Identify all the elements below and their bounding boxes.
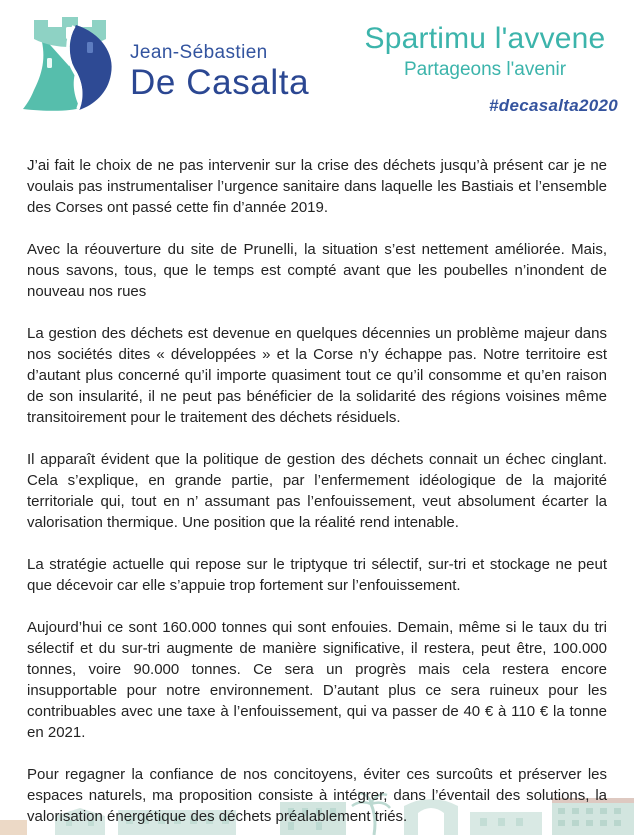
paragraph-3: La gestion des déchets est devenue en quelques décennies un problème majeur dans nos sociétés dites « développées » et la Corse n’y échappe pas. Notre territoire est d’autant plus concerné qu’il importe quasiment tout ce qu’il consomme et qu’en raison de son insularité, il ne peut pas bénéficier de la solidarité des régions voisines même transitoirement pour le traitement des déchets résiduels. [27,325,607,426]
paragraph-5: La stratégie actuelle qui repose sur le triptyque tri sélectif, sur-tri et stockage ne peut que décevoir car elle s’appuie trop fortement sur l’enfouissement. [27,556,607,594]
brand-first-name: Jean-Sébastien [130,41,268,63]
page-header [0,0,634,118]
paragraph-1: J’ai fait le choix de ne pas intervenir sur la crise des déchets jusqu’à présent car je ne voulais pas instrumentaliser l’urgence sanitaire dans laquelle les Bastiais et l’ensemble des Corses ont passé cette fin d’année 2019. [27,157,607,216]
brand-last-name: De Casalta [130,62,310,102]
paragraph-2: Avec la réouverture du site de Prunelli, la situation s’est nettement améliorée. Mais, nous savons, tous, que le temps est compté avant que les poubelles n’inondent de nouveau nos rues [27,241,607,300]
corsican-tower-icon [20,12,124,112]
paragraph-7: Pour regagner la confiance de nos concitoyens, éviter ces surcoûts et préserver les espaces naturels, ma proposition consiste à intégrer, dans l’éventail des solutions, la valorisation énergétique des déchets préalablement triés. [27,766,607,825]
slogan-french: Partageons l'avenir [403,59,567,80]
slogan-corsican: Spartimu l'avvene [364,22,606,55]
document-text [0,155,634,827]
brand-name [130,43,309,100]
campaign-hashtag: #decasalta2020 [489,96,618,115]
campaign-slogan-block [352,22,618,116]
paragraph-4: Il apparaît évident que la politique de gestion des déchets connait un échec cinglant. Cela s’explique, en grande partie, par l’enfermement idéologique de la majorité territoriale qui, tout en n’ assumant pas l’enfouissement, veut absolument écarter la valorisation thermique. Une position que la réalité rend intenable. [27,451,607,531]
paragraph-6: Aujourd’hui ce sont 160.000 tonnes qui sont enfouies. Demain, même si le taux du tri sélectif et du sur-tri augmente de manière significative, il restera, peut être, 100.000 tonnes, voire 90.000 tonnes. Ce sera un progrès mais cela restera encore insupportable pour notre environnement. D’autant plus ce sera ruineux pour les contribuables avec une taxe à l’enfouissement, qui va passer de 40 € à 110 € la tonne en 2021. [27,619,607,741]
